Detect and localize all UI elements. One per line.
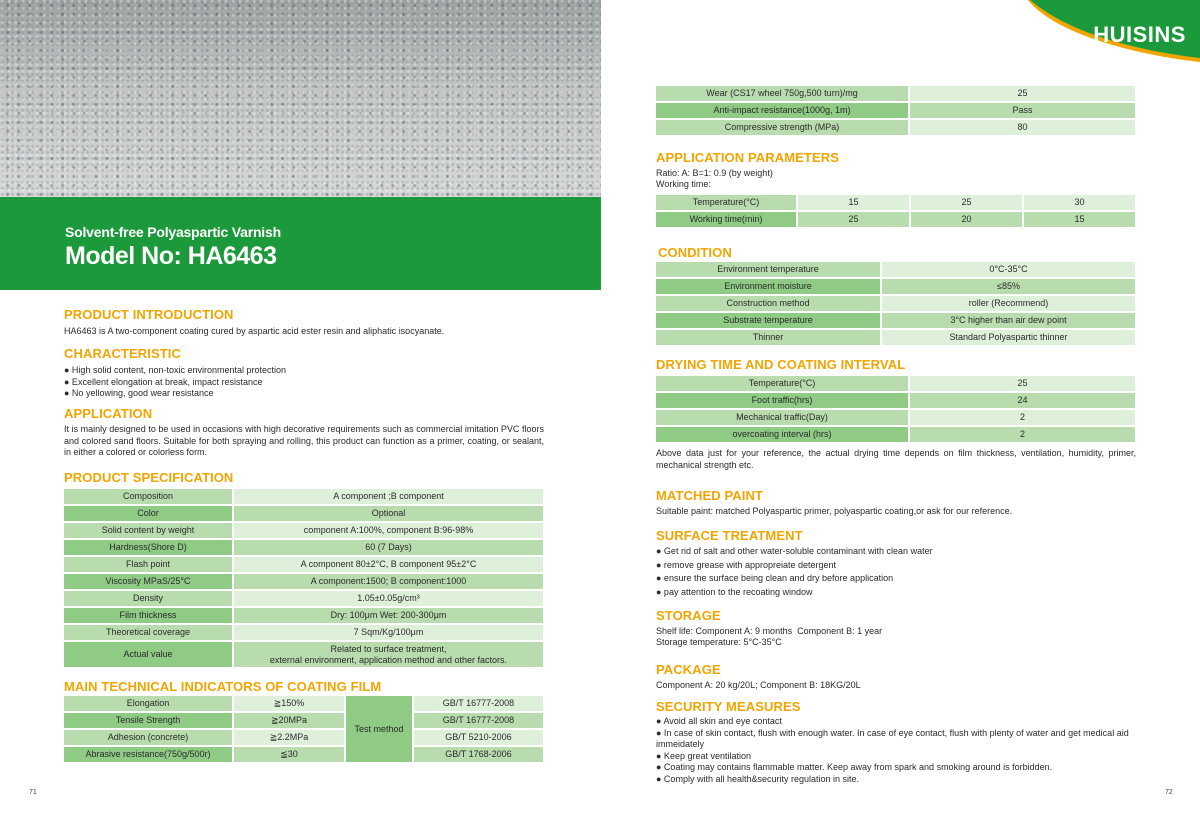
condition-label: Substrate temperature <box>656 313 882 330</box>
table-row <box>64 489 545 506</box>
table-row <box>64 523 545 540</box>
table-row <box>64 574 545 591</box>
characteristic-title: CHARACTERISTIC <box>64 346 181 361</box>
storage-title: STORAGE <box>656 608 721 623</box>
characteristic-list <box>64 365 544 400</box>
table-row <box>656 103 1137 120</box>
table-row <box>656 410 1137 427</box>
drying-label: Mechanical traffic(Day) <box>656 410 910 427</box>
table-row <box>656 279 1137 296</box>
tech-value: ≦30 <box>234 747 346 764</box>
param-label: Temperature(°C) <box>656 195 798 212</box>
list-item: ● In case of skin contact, flush with enough water. In case of eye contact, flush with plenty of water and get medical aid immeidately <box>656 727 1129 749</box>
condition-title: CONDITION <box>658 245 732 260</box>
drying-value: 2 <box>910 427 1137 444</box>
condition-label: Environment temperature <box>656 262 882 279</box>
spec-value: A component 80±2°C, B component 95±2°C <box>234 557 545 574</box>
table-row <box>64 642 545 669</box>
list-item: ● pay attention to the recoating window <box>656 586 813 597</box>
matched-text: Suitable paint: matched Polyaspartic primer, polyaspartic coating,or ask for our reference. <box>656 506 1013 516</box>
drying-value: 25 <box>910 376 1137 393</box>
page-number-right: 72 <box>1165 789 1173 796</box>
application-title: APPLICATION <box>64 406 153 421</box>
storage-line: Storage temperature: 5°C-35°C <box>656 637 782 647</box>
condition-label: Construction method <box>656 296 882 313</box>
table-row <box>64 506 545 523</box>
condition-value: 0°C-35°C <box>882 262 1137 279</box>
table-row <box>656 86 1137 103</box>
storage-line: Shelf life: Component A: 9 months Component B: 1 year <box>656 626 883 636</box>
security-title: SECURITY MEASURES <box>656 699 801 714</box>
list-item: ● High solid content, non-toxic environmental protection <box>64 365 287 375</box>
list-item: ● Excellent elongation at break, impact resistance <box>64 376 263 387</box>
param-value: 25 <box>798 212 911 229</box>
table-row <box>656 262 1137 279</box>
spec-value: 7 Sqm/Kg/100μm <box>234 625 545 642</box>
tech-label: Elongation <box>64 696 234 713</box>
working-time-text: Working time: <box>656 179 711 189</box>
list-item: ● No yellowing, good wear resistance <box>64 388 214 398</box>
spec-label: Actual value <box>64 642 234 669</box>
condition-value: roller (Recommend) <box>882 296 1137 313</box>
table-row <box>64 625 545 642</box>
model-number: Model No: HA6463 <box>65 242 277 270</box>
app-params-table <box>656 195 1137 229</box>
spec-value: Dry: 100μm Wet: 200-300μm <box>234 608 545 625</box>
spec-title: PRODUCT SPECIFICATION <box>64 470 234 485</box>
tech-value: ≧150% <box>234 696 346 713</box>
table-row <box>64 608 545 625</box>
spec-value: A component ;B component <box>234 489 545 506</box>
spec-label: Composition <box>64 489 234 506</box>
page-number-left: 71 <box>29 789 37 796</box>
spec-value-line: external environment, application method and other factors. <box>269 654 508 665</box>
tech-label: Tensile Strength <box>64 713 234 730</box>
table-row <box>656 120 1137 137</box>
app-params-title: APPLICATION PARAMETERS <box>656 150 840 165</box>
application-text: It is mainly designed to be used in occasions with high decorative requirements such as commercial imitation PVC floors and colored sand floors. Suitable for both spraying and rolling, this product can function as a primer, coating, or sealant, in either a colored or colorless form. <box>64 424 544 457</box>
drying-table <box>656 376 1137 444</box>
spec-label: Theoretical coverage <box>64 625 234 642</box>
spec-value: 1.05±0.05g/cm³ <box>234 591 545 608</box>
tech-label: Abrasive resistance(750g/500r) <box>64 747 234 764</box>
condition-value: 3°C higher than air dew point <box>882 313 1137 330</box>
spec-value: Optional <box>234 506 545 523</box>
table-row <box>656 427 1137 444</box>
technical-title: MAIN TECHNICAL INDICATORS OF COATING FILM <box>64 679 382 694</box>
list-item: ● Comply with all health&security regulation in site. <box>656 773 860 784</box>
tech-value: 80 <box>910 120 1137 137</box>
list-item: ● remove grease with appropreiate detergent <box>656 559 837 570</box>
drying-label: Temperature(°C) <box>656 376 910 393</box>
table-row <box>64 540 545 557</box>
table-row <box>656 330 1137 347</box>
condition-value: ≤85% <box>882 279 1137 296</box>
table-row <box>656 296 1137 313</box>
param-value: 25 <box>911 195 1024 212</box>
tech-standard: GB/T 16777-2008 <box>414 713 545 730</box>
table-row <box>656 393 1137 410</box>
spec-label: Flash point <box>64 557 234 574</box>
list-item: ● Keep great ventilation <box>656 750 751 761</box>
tech-standard: GB/T 5210-2006 <box>414 730 545 747</box>
technical-table <box>64 696 545 764</box>
table-row <box>64 696 545 713</box>
security-list <box>656 716 1134 785</box>
condition-label: Thinner <box>656 330 882 347</box>
list-item: ● Get rid of salt and other water-soluble contaminant with clean water <box>656 546 933 556</box>
test-method-cell: Test method <box>346 696 414 764</box>
table-row <box>656 313 1137 330</box>
drying-title: DRYING TIME AND COATING INTERVAL <box>656 357 906 372</box>
spec-label: Viscosity MPaS/25°C <box>64 574 234 591</box>
logo-text: HUISINS <box>1093 22 1186 47</box>
product-subtitle: Solvent-free Polyaspartic Varnish <box>65 224 281 240</box>
condition-value: Standard Polyaspartic thinner <box>882 330 1137 347</box>
param-label: Working time(min) <box>656 212 798 229</box>
param-value: 15 <box>1024 212 1137 229</box>
param-value: 30 <box>1024 195 1137 212</box>
drying-value: 24 <box>910 393 1137 410</box>
table-row <box>656 195 1137 212</box>
tech-label: Anti-impact resistance(1000g, 1m) <box>656 103 910 120</box>
technical-continued-table <box>656 86 1137 137</box>
drying-value: 2 <box>910 410 1137 427</box>
list-item: ● ensure the surface being clean and dry before application <box>656 573 894 583</box>
tech-standard: GB/T 16777-2008 <box>414 696 545 713</box>
condition-table <box>656 262 1137 347</box>
tech-label: Adhesion (concrete) <box>64 730 234 747</box>
table-row <box>64 747 545 764</box>
table-row <box>656 376 1137 393</box>
package-text: Component A: 20 kg/20L; Component B: 18KG/20L <box>656 680 861 690</box>
matched-title: MATCHED PAINT <box>656 488 763 503</box>
surface-list <box>656 545 1136 599</box>
spec-label: Solid content by weight <box>64 523 234 540</box>
spec-table <box>64 489 545 669</box>
spec-value: A component:1500; B component:1000 <box>234 574 545 591</box>
table-row <box>64 591 545 608</box>
spec-label: Hardness(Shore D) <box>64 540 234 557</box>
tech-label: Wear (CS17 wheel 750g,500 turn)/mg <box>656 86 910 103</box>
tech-value: ≧20MPa <box>234 713 346 730</box>
table-row <box>64 713 545 730</box>
tech-label: Compressive strength (MPa) <box>656 120 910 137</box>
list-item: ● Avoid all skin and eye contact <box>656 716 782 726</box>
spec-value: 60 (7 Days) <box>234 540 545 557</box>
drying-label: Foot traffic(hrs) <box>656 393 910 410</box>
param-value: 15 <box>798 195 911 212</box>
param-value: 20 <box>911 212 1024 229</box>
spec-value: component A:100%, component B:96-98% <box>234 523 545 540</box>
tech-value: 25 <box>910 86 1137 103</box>
spec-value <box>234 642 545 669</box>
condition-label: Environment moisture <box>656 279 882 296</box>
spec-label: Film thickness <box>64 608 234 625</box>
tech-value: ≧2.2MPa <box>234 730 346 747</box>
spec-label: Density <box>64 591 234 608</box>
ratio-text: Ratio: A: B=1: 0.9 (by weight) <box>656 168 773 178</box>
list-item: ● Coating may contains flammable matter. Keep away from spark and smoking around is forbidden. <box>656 762 1053 772</box>
floor-photo <box>0 0 601 197</box>
spec-value-line: Related to surface treatment, <box>330 643 447 654</box>
spec-label: Color <box>64 506 234 523</box>
tech-standard: GB/T 1768-2006 <box>414 747 545 764</box>
drying-label: overcoating interval (hrs) <box>656 427 910 444</box>
table-row <box>64 557 545 574</box>
table-row <box>64 730 545 747</box>
intro-title: PRODUCT INTRODUCTION <box>64 307 234 322</box>
package-title: PACKAGE <box>656 662 721 677</box>
title-band <box>0 197 601 290</box>
surface-title: SURFACE TREATMENT <box>656 528 803 543</box>
intro-text: HA6463 is A two-component coating cured by aspartic acid ester resin and aliphatic isocyanate. <box>64 326 445 336</box>
drying-note: Above data just for your reference, the actual drying time depends on film thickness, ventilation, humidity, primer, mechanical strength etc. <box>656 448 1136 470</box>
tech-value: Pass <box>910 103 1137 120</box>
table-row <box>656 212 1137 229</box>
